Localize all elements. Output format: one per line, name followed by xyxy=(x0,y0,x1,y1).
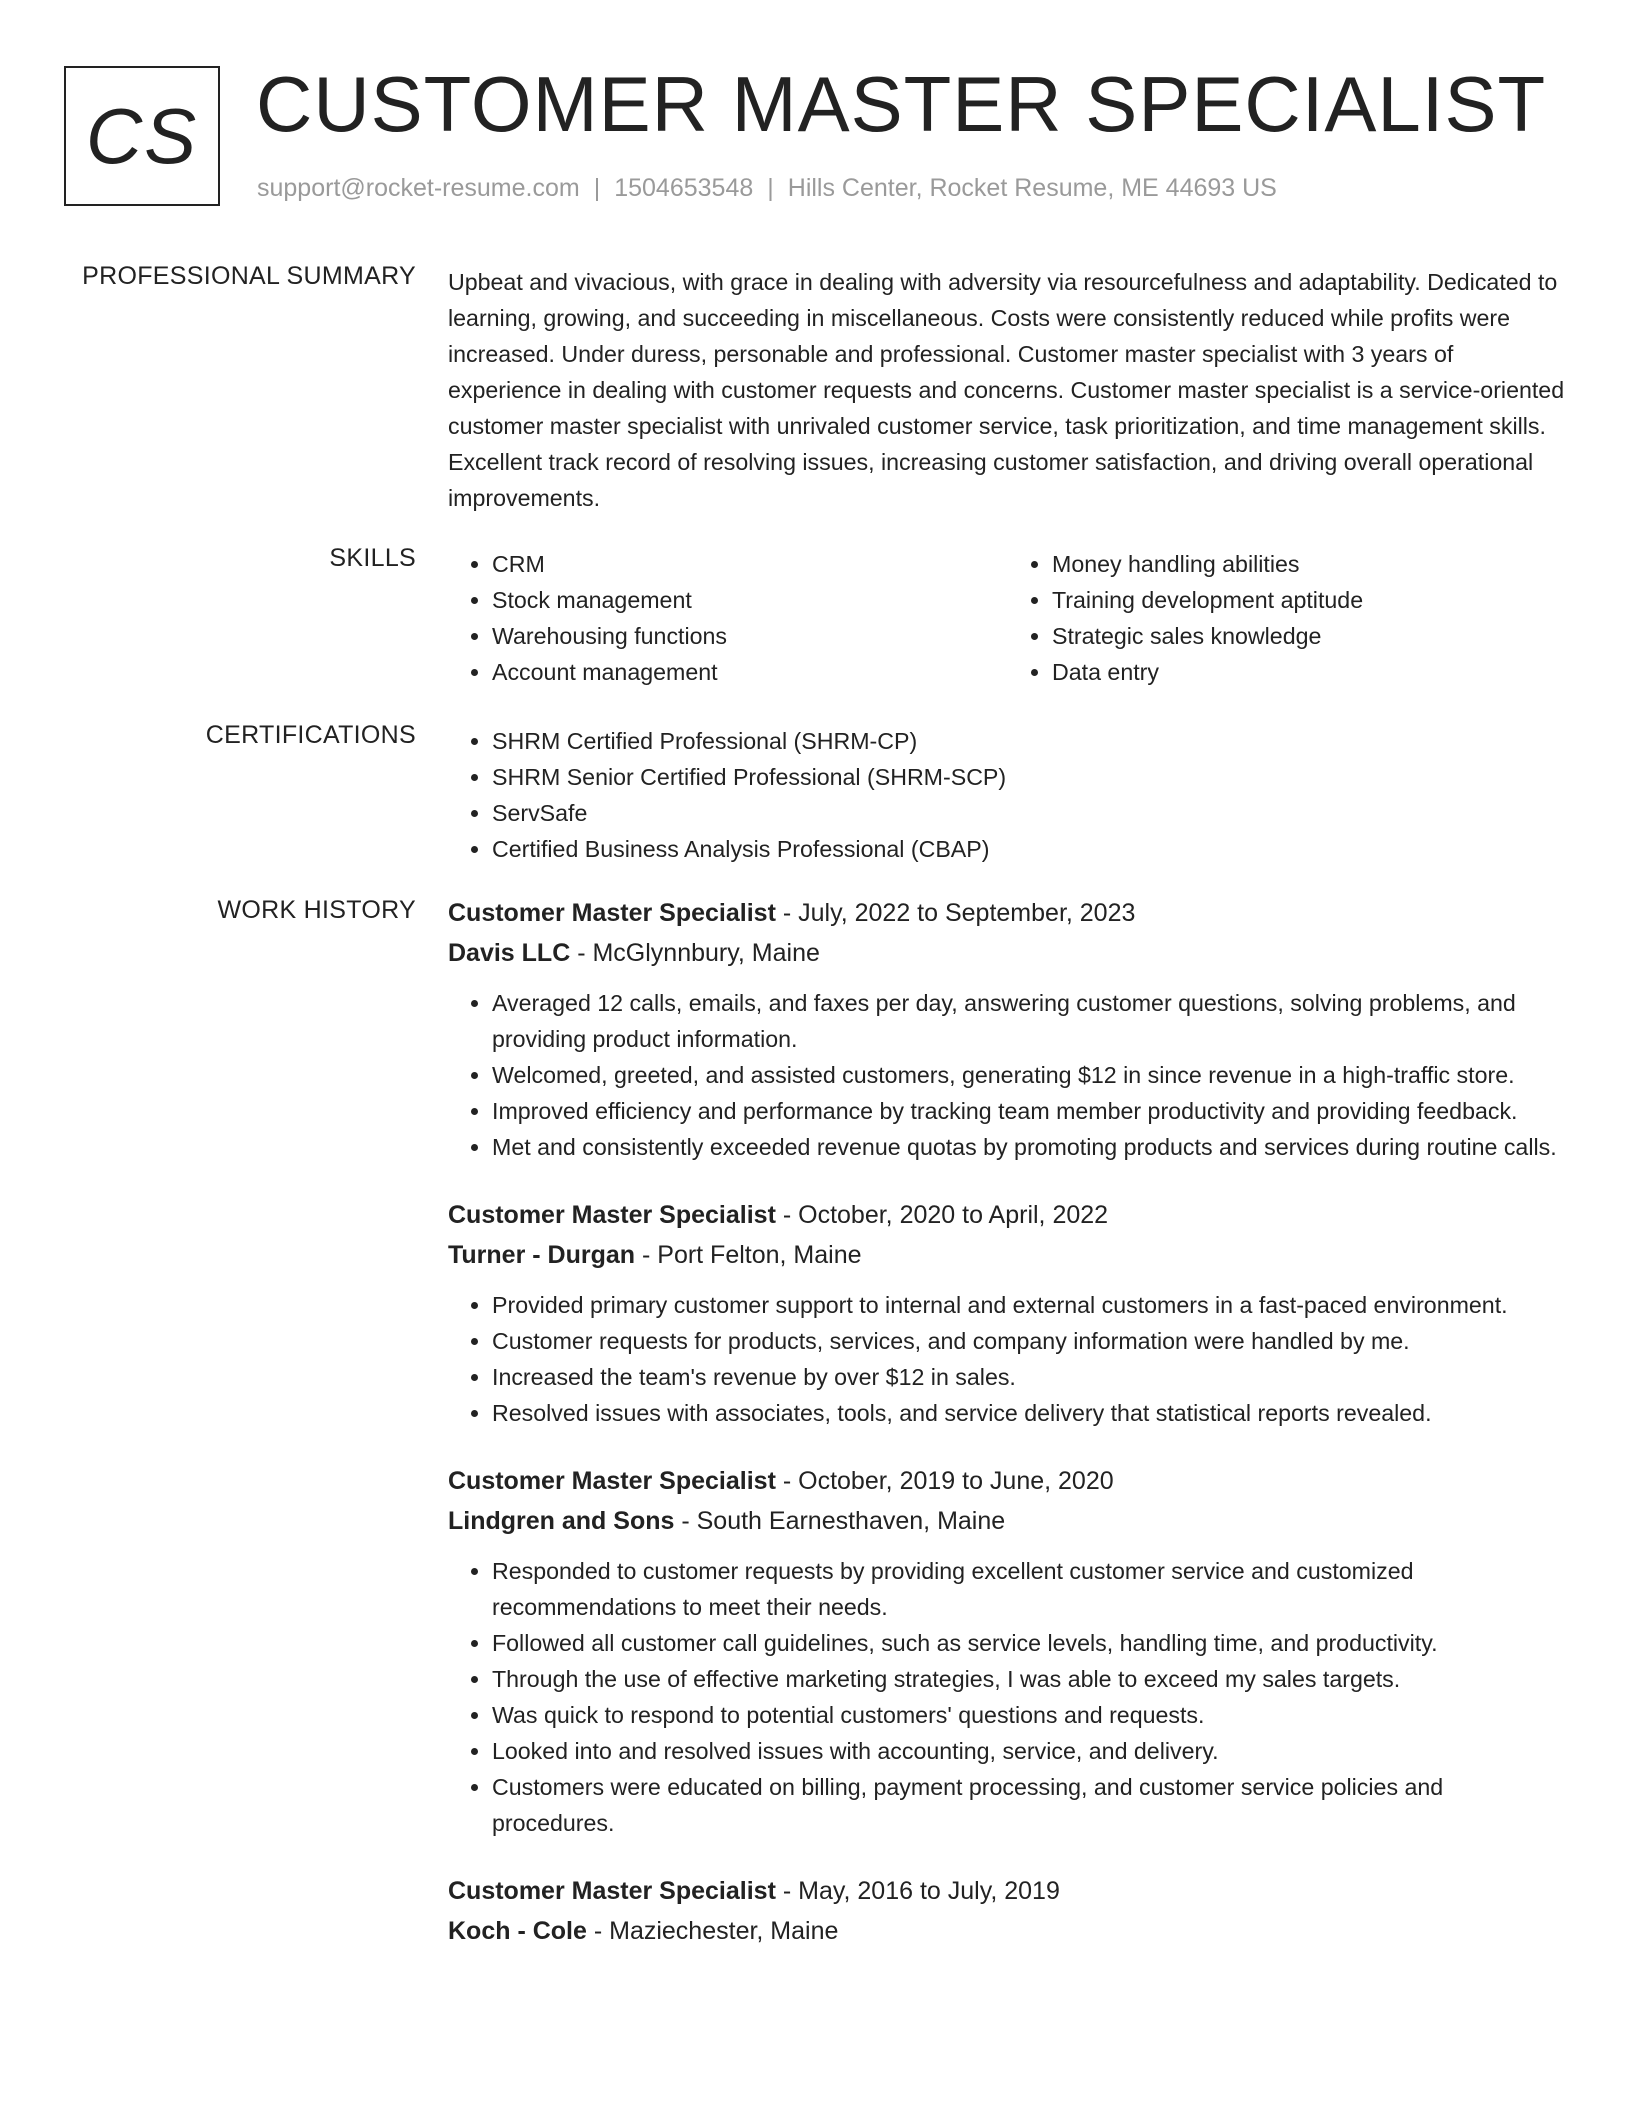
job-company-line xyxy=(448,1235,1568,1275)
job-dates: - October, 2020 to April, 2022 xyxy=(775,1201,1109,1229)
job-company-line xyxy=(448,1911,1568,1951)
job-bullet: • Responded to customer requests by providing excellent customer service and customized recommendations to meet their needs. xyxy=(492,1553,1568,1625)
job-entry xyxy=(448,893,1568,1165)
section-heading-work-history: WORK HISTORY xyxy=(217,896,416,924)
job-bullets xyxy=(448,1553,1568,1841)
job-title: Customer Master Specialist xyxy=(448,1467,776,1495)
job-bullets xyxy=(448,1287,1568,1431)
contact-separator: | xyxy=(767,174,774,202)
certifications-body xyxy=(448,723,1568,867)
job-bullet: • Met and consistently exceeded revenue quotas by promoting products and services during routine calls. xyxy=(492,1129,1568,1165)
job-company: Lindgren and Sons xyxy=(448,1507,675,1535)
certification-item: • SHRM Senior Certified Professional (SHRM-SCP) xyxy=(492,759,1568,795)
job-location: - Maziechester, Maine xyxy=(586,1917,839,1945)
job-company: Turner - Durgan xyxy=(448,1241,636,1269)
work-history-body xyxy=(448,893,1568,1981)
skill-item: • Training development aptitude xyxy=(1052,582,1568,618)
job-company-line xyxy=(448,1501,1568,1541)
job-bullet: • Averaged 12 calls, emails, and faxes per day, answering customer questions, solving problems, and providing product information. xyxy=(492,985,1568,1057)
job-company: Koch - Cole xyxy=(448,1917,587,1945)
monogram-badge: CS xyxy=(64,66,220,206)
skill-item: • Data entry xyxy=(1052,654,1568,690)
skill-item: • Warehousing functions xyxy=(492,618,1008,654)
certification-item: • Certified Business Analysis Professional (CBAP) xyxy=(492,831,1568,867)
job-title-line xyxy=(448,1461,1568,1501)
skill-item: • Stock management xyxy=(492,582,1008,618)
summary-text: Upbeat and vivacious, with grace in dealing with adversity via resourcefulness and adaptability. Dedicated to learning, growing, and succeeding in miscellaneous. Costs were consistently reduced while profits were increased. Under duress, personable and professional. Customer master specialist with 3 years of experience in dealing with customer requests and concerns. Customer master specialist is a service-oriented customer master specialist with unrivaled customer service, task prioritization, and time management skills. Excellent track record of resolving issues, increasing customer satisfaction, and driving overall operational improvements. xyxy=(448,269,1565,511)
job-bullet: • Customers were educated on billing, payment processing, and customer service policies and procedures. xyxy=(492,1769,1568,1841)
job-entry xyxy=(448,1871,1568,1951)
skill-item: • CRM xyxy=(492,546,1008,582)
job-title-line xyxy=(448,893,1568,933)
section-heading-skills: SKILLS xyxy=(329,544,416,572)
job-bullet: • Followed all customer call guidelines, such as service levels, handling time, and productivity. xyxy=(492,1625,1568,1661)
skills-list-right xyxy=(1008,546,1568,690)
job-dates: - July, 2022 to September, 2023 xyxy=(775,899,1136,927)
job-title-line xyxy=(448,1195,1568,1235)
job-location: - McGlynnbury, Maine xyxy=(570,939,820,967)
skill-item: • Account management xyxy=(492,654,1008,690)
job-bullet: • Was quick to respond to potential customers' questions and requests. xyxy=(492,1697,1568,1733)
section-heading-summary: PROFESSIONAL SUMMARY xyxy=(82,262,416,290)
job-bullet: • Customer requests for products, services, and company information were handled by me. xyxy=(492,1323,1568,1359)
job-location: - Port Felton, Maine xyxy=(635,1241,862,1269)
job-title: Customer Master Specialist xyxy=(448,1201,776,1229)
skills-list-left xyxy=(448,546,1008,690)
job-bullet: • Through the use of effective marketing strategies, I was able to exceed my sales targets. xyxy=(492,1661,1568,1697)
job-company: Davis LLC xyxy=(448,939,571,967)
job-dates: - October, 2019 to June, 2020 xyxy=(775,1467,1114,1495)
job-title: Customer Master Specialist xyxy=(448,1877,776,1905)
job-company-line xyxy=(448,933,1568,973)
job-location: - South Earnesthaven, Maine xyxy=(674,1507,1006,1535)
certification-item: • SHRM Certified Professional (SHRM-CP) xyxy=(492,723,1568,759)
job-bullet: • Welcomed, greeted, and assisted customers, generating $12 in since revenue in a high-traffic store. xyxy=(492,1057,1568,1093)
job-bullet: • Resolved issues with associates, tools, and service delivery that statistical reports revealed. xyxy=(492,1395,1568,1431)
candidate-title: CUSTOMER MASTER SPECIALIST xyxy=(256,60,1547,148)
contact-phone[interactable]: 1504653548 xyxy=(614,174,754,202)
job-title-line xyxy=(448,1871,1568,1911)
job-bullet: • Looked into and resolved issues with accounting, service, and delivery. xyxy=(492,1733,1568,1769)
job-bullet: • Provided primary customer support to internal and external customers in a fast-paced environment. xyxy=(492,1287,1568,1323)
skill-item: • Strategic sales knowledge xyxy=(1052,618,1568,654)
job-title: Customer Master Specialist xyxy=(448,899,776,927)
certification-item: • ServSafe xyxy=(492,795,1568,831)
job-bullet: • Increased the team's revenue by over $12 in sales. xyxy=(492,1359,1568,1395)
job-bullet: • Improved efficiency and performance by tracking team member productivity and providing feedback. xyxy=(492,1093,1568,1129)
skills-columns xyxy=(448,546,1568,690)
contact-email[interactable]: support@rocket-resume.com xyxy=(257,174,580,202)
section-heading-certifications: CERTIFICATIONS xyxy=(205,721,416,749)
job-bullets xyxy=(448,985,1568,1165)
contact-separator: | xyxy=(593,174,601,202)
resume-header xyxy=(64,60,1592,211)
job-entry xyxy=(448,1195,1568,1431)
skill-item: • Money handling abilities xyxy=(1052,546,1568,582)
job-dates: - May, 2016 to July, 2019 xyxy=(775,1877,1060,1905)
contact-line xyxy=(257,174,1277,203)
certifications-list xyxy=(448,723,1568,867)
contact-address: Hills Center, Rocket Resume, ME 44693 US xyxy=(787,174,1277,202)
job-entry xyxy=(448,1461,1568,1841)
